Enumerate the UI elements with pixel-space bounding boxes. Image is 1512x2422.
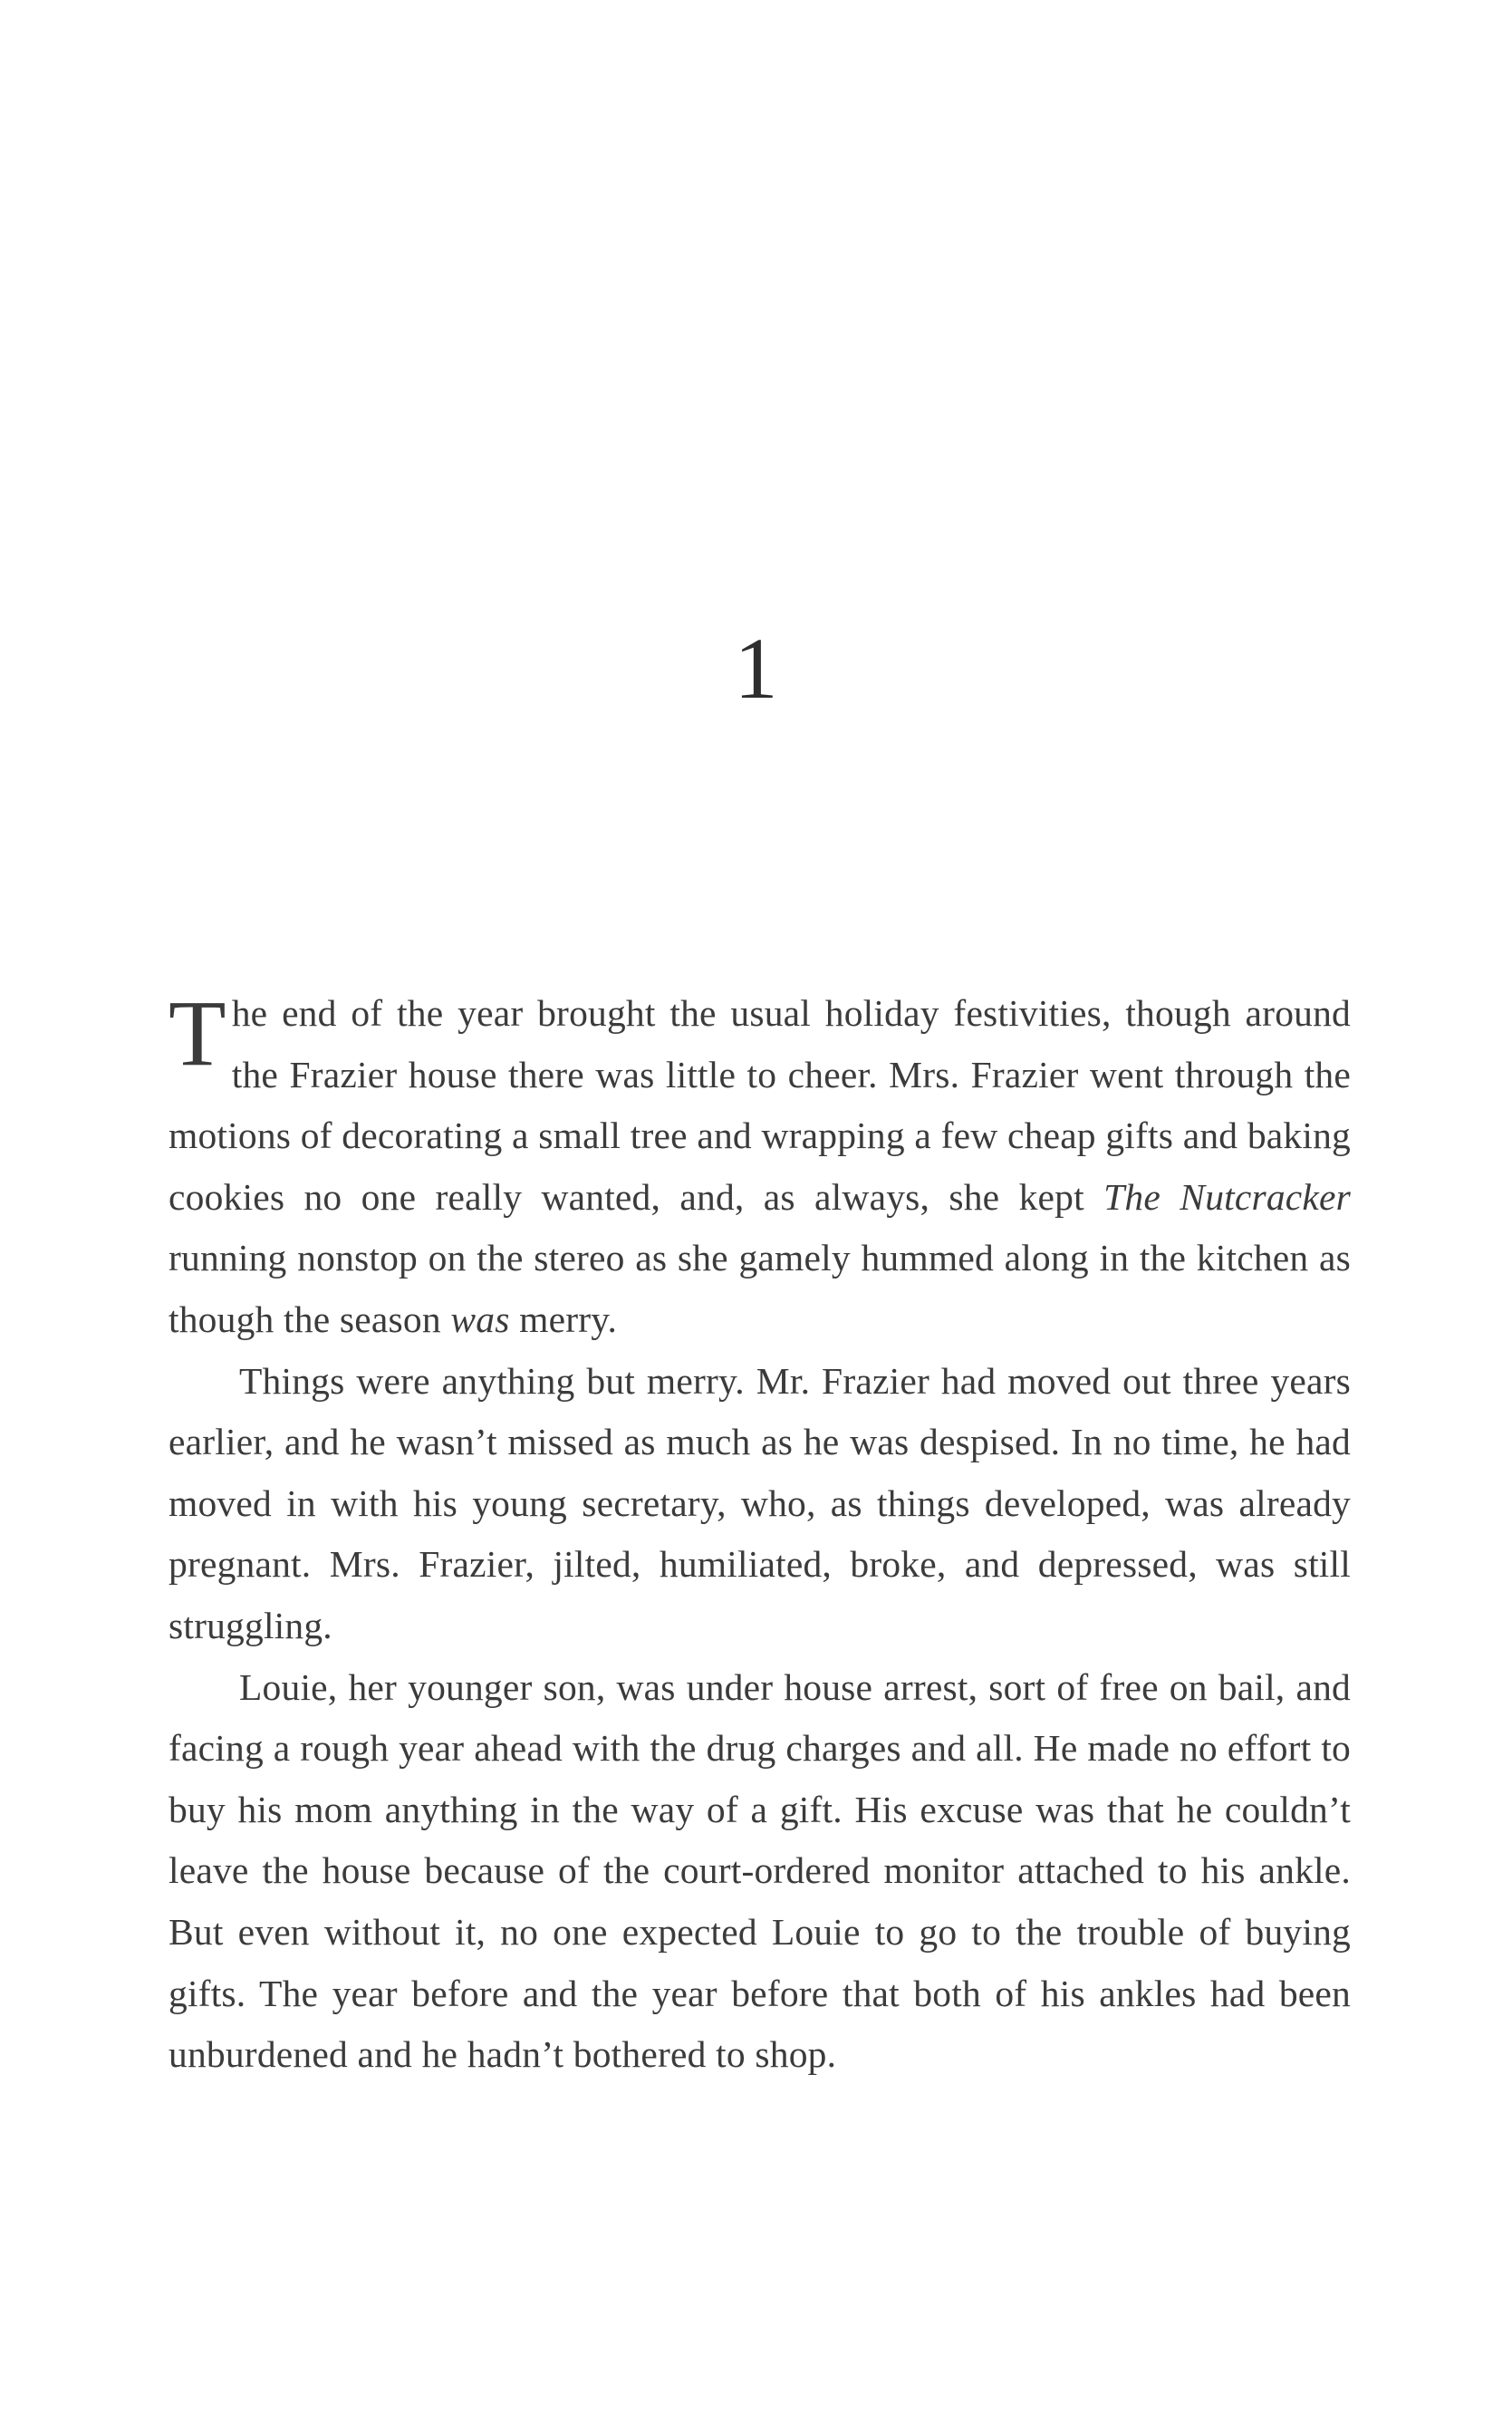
- drop-cap: T: [169, 981, 226, 1086]
- paragraph: [169, 983, 1351, 1351]
- italic-text: was: [450, 1298, 510, 1340]
- paragraph-text: Louie, her younger son, was under house arrest, sort of free on bail, and facing a rough year ahead with the drug charges and all. He made no effort to buy his mom anything in the way of a gift. His excuse was that he couldn’t leave the house because of the court-ordered monitor attached to his ankle. But even without it, no one expected Louie to go to the trouble of buying gifts. The year before and the year before that both of his ankles had been unburdened and he hadn’t bothered to shop.: [169, 1665, 1351, 2076]
- paragraph-text: merry.: [509, 1298, 618, 1340]
- chapter-number: 1: [734, 620, 778, 717]
- paragraph-text: he end of the year brought the usual holiday festivities, though around the Frazier house there was little to cheer. Mrs. Frazier went through the motions of decorating a small tree and wrapping a few cheap gifts and baking cookies no one really wanted, and, as always, she kept: [169, 992, 1351, 1218]
- italic-text: The Nutcracker: [1103, 1175, 1351, 1218]
- paragraph: [169, 1657, 1351, 2086]
- paragraph-text: Things were anything but merry. Mr. Frazier had moved out three years earlier, and he wasn’t missed as much as he was despised. In no time, he had moved in with his young secretary, who, as things developed, was already pregnant. Mrs. Frazier, jilted, humiliated, broke, and depressed, was still struggling.: [169, 1359, 1351, 1646]
- chapter-body: [169, 983, 1351, 2086]
- paragraph: [169, 1351, 1351, 1657]
- paragraph-text: running nonstop on the stereo as she gamely hummed along in the kitchen as though the season: [169, 1237, 1351, 1340]
